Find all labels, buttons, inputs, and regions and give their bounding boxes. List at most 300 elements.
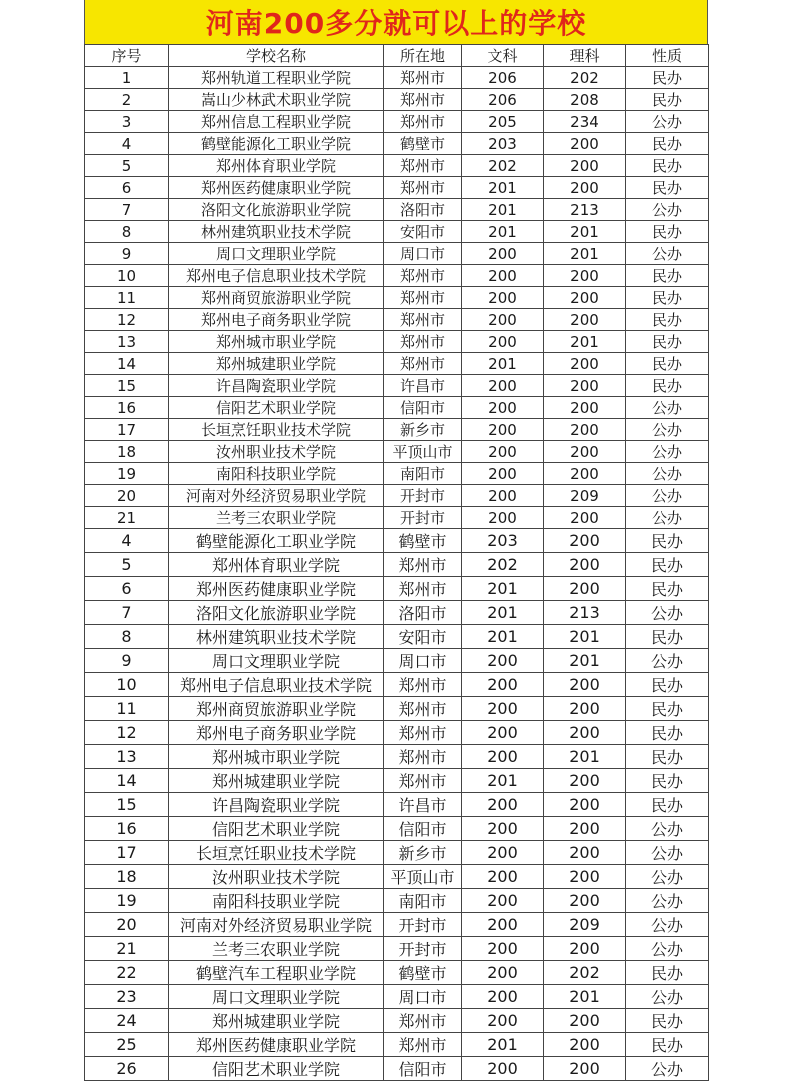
table-row xyxy=(85,1033,709,1057)
header-row xyxy=(85,45,709,67)
cell-type: 民办 xyxy=(626,721,709,745)
cell-school-name: 河南对外经济贸易职业学院 xyxy=(169,913,384,937)
cell-school-name: 南阳科技职业学院 xyxy=(169,463,384,485)
cell-science-score: 200 xyxy=(544,1057,626,1081)
cell-type: 公办 xyxy=(626,889,709,913)
cell-location: 郑州市 xyxy=(384,309,462,331)
cell-type: 公办 xyxy=(626,601,709,625)
cell-arts-score: 201 xyxy=(462,577,544,601)
cell-type: 公办 xyxy=(626,111,709,133)
cell-arts-score: 200 xyxy=(462,1057,544,1081)
cell-location: 安阳市 xyxy=(384,625,462,649)
cell-arts-score: 200 xyxy=(462,441,544,463)
table-row xyxy=(85,673,709,697)
table-row xyxy=(85,889,709,913)
cell-science-score: 200 xyxy=(544,419,626,441)
cell-type: 民办 xyxy=(626,529,709,553)
cell-index: 23 xyxy=(85,985,169,1009)
cell-school-name: 信阳艺术职业学院 xyxy=(169,397,384,419)
cell-school-name: 郑州城市职业学院 xyxy=(169,331,384,353)
cell-location: 郑州市 xyxy=(384,553,462,577)
cell-arts-score: 200 xyxy=(462,913,544,937)
cell-location: 郑州市 xyxy=(384,67,462,89)
cell-index: 1 xyxy=(85,67,169,89)
cell-arts-score: 200 xyxy=(462,243,544,265)
cell-type: 公办 xyxy=(626,199,709,221)
school-table xyxy=(84,44,709,1081)
page-title: 河南200多分就可以上的学校 xyxy=(205,7,587,40)
cell-science-score: 209 xyxy=(544,913,626,937)
cell-science-score: 201 xyxy=(544,243,626,265)
table-row xyxy=(85,793,709,817)
cell-index: 24 xyxy=(85,1009,169,1033)
cell-location: 南阳市 xyxy=(384,889,462,913)
cell-location: 信阳市 xyxy=(384,1057,462,1081)
cell-arts-score: 205 xyxy=(462,111,544,133)
cell-index: 17 xyxy=(85,841,169,865)
table-row xyxy=(85,721,709,745)
table-row xyxy=(85,419,709,441)
cell-location: 郑州市 xyxy=(384,1009,462,1033)
cell-location: 平顶山市 xyxy=(384,865,462,889)
cell-science-score: 200 xyxy=(544,1033,626,1057)
cell-science-score: 201 xyxy=(544,221,626,243)
cell-type: 公办 xyxy=(626,463,709,485)
cell-type: 公办 xyxy=(626,507,709,529)
table-row xyxy=(85,769,709,793)
cell-arts-score: 200 xyxy=(462,841,544,865)
table-body xyxy=(85,67,709,1081)
table-row xyxy=(85,199,709,221)
cell-arts-score: 200 xyxy=(462,397,544,419)
cell-school-name: 郑州商贸旅游职业学院 xyxy=(169,697,384,721)
table-row xyxy=(85,177,709,199)
cell-science-score: 200 xyxy=(544,817,626,841)
cell-location: 周口市 xyxy=(384,649,462,673)
table-row xyxy=(85,243,709,265)
table-row xyxy=(85,309,709,331)
cell-arts-score: 200 xyxy=(462,463,544,485)
cell-science-score: 200 xyxy=(544,441,626,463)
cell-index: 19 xyxy=(85,463,169,485)
cell-school-name: 兰考三农职业学院 xyxy=(169,507,384,529)
table-row xyxy=(85,89,709,111)
cell-index: 20 xyxy=(85,485,169,507)
cell-school-name: 郑州电子信息职业技术学院 xyxy=(169,265,384,287)
cell-type: 民办 xyxy=(626,961,709,985)
cell-index: 7 xyxy=(85,601,169,625)
cell-science-score: 201 xyxy=(544,985,626,1009)
cell-arts-score: 200 xyxy=(462,419,544,441)
header-school-name: 学校名称 xyxy=(169,45,384,67)
cell-school-name: 许昌陶瓷职业学院 xyxy=(169,375,384,397)
cell-arts-score: 200 xyxy=(462,309,544,331)
cell-index: 10 xyxy=(85,265,169,287)
table-row xyxy=(85,485,709,507)
cell-arts-score: 201 xyxy=(462,177,544,199)
cell-arts-score: 200 xyxy=(462,485,544,507)
cell-school-name: 长垣烹饪职业技术学院 xyxy=(169,841,384,865)
cell-science-score: 200 xyxy=(544,577,626,601)
cell-science-score: 201 xyxy=(544,331,626,353)
cell-arts-score: 200 xyxy=(462,745,544,769)
cell-index: 15 xyxy=(85,375,169,397)
cell-science-score: 202 xyxy=(544,67,626,89)
table-row xyxy=(85,865,709,889)
cell-school-name: 汝州职业技术学院 xyxy=(169,441,384,463)
cell-location: 周口市 xyxy=(384,985,462,1009)
cell-science-score: 213 xyxy=(544,199,626,221)
cell-location: 鹤壁市 xyxy=(384,133,462,155)
cell-type: 公办 xyxy=(626,485,709,507)
cell-location: 郑州市 xyxy=(384,89,462,111)
cell-location: 郑州市 xyxy=(384,577,462,601)
cell-arts-score: 200 xyxy=(462,649,544,673)
cell-school-name: 长垣烹饪职业技术学院 xyxy=(169,419,384,441)
cell-school-name: 兰考三农职业学院 xyxy=(169,937,384,961)
table-row xyxy=(85,601,709,625)
cell-index: 26 xyxy=(85,1057,169,1081)
cell-science-score: 200 xyxy=(544,841,626,865)
cell-type: 公办 xyxy=(626,985,709,1009)
cell-arts-score: 202 xyxy=(462,553,544,577)
cell-science-score: 201 xyxy=(544,625,626,649)
cell-type: 公办 xyxy=(626,243,709,265)
cell-type: 民办 xyxy=(626,155,709,177)
cell-science-score: 213 xyxy=(544,601,626,625)
cell-location: 郑州市 xyxy=(384,1033,462,1057)
table-row xyxy=(85,375,709,397)
cell-type: 公办 xyxy=(626,649,709,673)
cell-index: 18 xyxy=(85,865,169,889)
cell-arts-score: 200 xyxy=(462,817,544,841)
cell-type: 民办 xyxy=(626,133,709,155)
table-row xyxy=(85,221,709,243)
cell-index: 16 xyxy=(85,397,169,419)
cell-index: 16 xyxy=(85,817,169,841)
cell-school-name: 洛阳文化旅游职业学院 xyxy=(169,199,384,221)
cell-arts-score: 200 xyxy=(462,721,544,745)
cell-location: 许昌市 xyxy=(384,375,462,397)
cell-type: 公办 xyxy=(626,397,709,419)
header-index: 序号 xyxy=(85,45,169,67)
cell-arts-score: 201 xyxy=(462,601,544,625)
cell-science-score: 200 xyxy=(544,375,626,397)
cell-location: 郑州市 xyxy=(384,111,462,133)
cell-school-name: 郑州电子商务职业学院 xyxy=(169,721,384,745)
cell-index: 19 xyxy=(85,889,169,913)
cell-school-name: 鹤壁能源化工职业学院 xyxy=(169,529,384,553)
cell-type: 民办 xyxy=(626,1009,709,1033)
school-list-sheet xyxy=(84,0,708,1081)
cell-index: 17 xyxy=(85,419,169,441)
cell-type: 民办 xyxy=(626,793,709,817)
table-row xyxy=(85,441,709,463)
cell-school-name: 南阳科技职业学院 xyxy=(169,889,384,913)
cell-school-name: 周口文理职业学院 xyxy=(169,985,384,1009)
cell-type: 公办 xyxy=(626,419,709,441)
cell-type: 民办 xyxy=(626,745,709,769)
title-banner xyxy=(84,0,708,44)
cell-location: 许昌市 xyxy=(384,793,462,817)
cell-science-score: 200 xyxy=(544,397,626,419)
cell-location: 洛阳市 xyxy=(384,601,462,625)
cell-index: 12 xyxy=(85,309,169,331)
cell-type: 公办 xyxy=(626,913,709,937)
cell-index: 13 xyxy=(85,745,169,769)
cell-school-name: 许昌陶瓷职业学院 xyxy=(169,793,384,817)
cell-school-name: 周口文理职业学院 xyxy=(169,243,384,265)
cell-school-name: 嵩山少林武术职业学院 xyxy=(169,89,384,111)
table-row xyxy=(85,507,709,529)
cell-arts-score: 202 xyxy=(462,155,544,177)
cell-location: 开封市 xyxy=(384,913,462,937)
cell-index: 25 xyxy=(85,1033,169,1057)
cell-science-score: 200 xyxy=(544,865,626,889)
cell-type: 民办 xyxy=(626,353,709,375)
cell-type: 民办 xyxy=(626,375,709,397)
cell-science-score: 200 xyxy=(544,309,626,331)
cell-location: 新乡市 xyxy=(384,419,462,441)
table-row xyxy=(85,937,709,961)
cell-type: 公办 xyxy=(626,841,709,865)
cell-arts-score: 201 xyxy=(462,769,544,793)
cell-location: 郑州市 xyxy=(384,331,462,353)
cell-school-name: 河南对外经济贸易职业学院 xyxy=(169,485,384,507)
cell-type: 民办 xyxy=(626,673,709,697)
cell-index: 11 xyxy=(85,287,169,309)
cell-arts-score: 200 xyxy=(462,265,544,287)
cell-science-score: 200 xyxy=(544,529,626,553)
cell-location: 郑州市 xyxy=(384,155,462,177)
cell-arts-score: 206 xyxy=(462,89,544,111)
cell-school-name: 郑州医药健康职业学院 xyxy=(169,177,384,199)
cell-type: 民办 xyxy=(626,553,709,577)
cell-school-name: 周口文理职业学院 xyxy=(169,649,384,673)
cell-location: 鹤壁市 xyxy=(384,529,462,553)
cell-location: 信阳市 xyxy=(384,817,462,841)
header-location: 所在地 xyxy=(384,45,462,67)
cell-location: 信阳市 xyxy=(384,397,462,419)
cell-arts-score: 203 xyxy=(462,133,544,155)
cell-arts-score: 200 xyxy=(462,937,544,961)
table-row xyxy=(85,1009,709,1033)
cell-science-score: 201 xyxy=(544,745,626,769)
cell-arts-score: 201 xyxy=(462,221,544,243)
cell-science-score: 200 xyxy=(544,177,626,199)
cell-location: 鹤壁市 xyxy=(384,961,462,985)
table-row xyxy=(85,841,709,865)
table-row xyxy=(85,463,709,485)
table-row xyxy=(85,111,709,133)
table-row xyxy=(85,265,709,287)
table-row xyxy=(85,1057,709,1081)
cell-index: 9 xyxy=(85,649,169,673)
table-row xyxy=(85,287,709,309)
header-science-score: 理科 xyxy=(544,45,626,67)
cell-type: 公办 xyxy=(626,1057,709,1081)
cell-index: 9 xyxy=(85,243,169,265)
cell-location: 郑州市 xyxy=(384,769,462,793)
table-row xyxy=(85,913,709,937)
cell-type: 民办 xyxy=(626,577,709,601)
table-row xyxy=(85,331,709,353)
cell-school-name: 郑州医药健康职业学院 xyxy=(169,1033,384,1057)
cell-index: 7 xyxy=(85,199,169,221)
cell-science-score: 200 xyxy=(544,155,626,177)
table-row xyxy=(85,625,709,649)
cell-type: 公办 xyxy=(626,441,709,463)
cell-index: 12 xyxy=(85,721,169,745)
cell-science-score: 209 xyxy=(544,485,626,507)
cell-index: 2 xyxy=(85,89,169,111)
cell-index: 13 xyxy=(85,331,169,353)
cell-arts-score: 201 xyxy=(462,199,544,221)
cell-type: 公办 xyxy=(626,817,709,841)
cell-science-score: 200 xyxy=(544,287,626,309)
cell-location: 郑州市 xyxy=(384,745,462,769)
table-row xyxy=(85,961,709,985)
cell-science-score: 200 xyxy=(544,697,626,721)
cell-arts-score: 200 xyxy=(462,697,544,721)
cell-science-score: 200 xyxy=(544,353,626,375)
cell-school-name: 鹤壁能源化工职业学院 xyxy=(169,133,384,155)
cell-school-name: 郑州城建职业学院 xyxy=(169,769,384,793)
cell-type: 公办 xyxy=(626,937,709,961)
cell-school-name: 林州建筑职业技术学院 xyxy=(169,625,384,649)
table-row xyxy=(85,697,709,721)
cell-science-score: 200 xyxy=(544,889,626,913)
cell-location: 开封市 xyxy=(384,485,462,507)
cell-arts-score: 200 xyxy=(462,961,544,985)
cell-school-name: 郑州城建职业学院 xyxy=(169,1009,384,1033)
cell-location: 郑州市 xyxy=(384,287,462,309)
cell-index: 4 xyxy=(85,529,169,553)
table-row xyxy=(85,133,709,155)
cell-science-score: 200 xyxy=(544,507,626,529)
cell-arts-score: 200 xyxy=(462,1009,544,1033)
cell-index: 15 xyxy=(85,793,169,817)
cell-type: 民办 xyxy=(626,625,709,649)
cell-school-name: 郑州轨道工程职业学院 xyxy=(169,67,384,89)
cell-type: 民办 xyxy=(626,331,709,353)
cell-arts-score: 200 xyxy=(462,985,544,1009)
table-row xyxy=(85,817,709,841)
cell-location: 郑州市 xyxy=(384,265,462,287)
table-row xyxy=(85,397,709,419)
header-type: 性质 xyxy=(626,45,709,67)
cell-index: 6 xyxy=(85,177,169,199)
table-row xyxy=(85,529,709,553)
cell-arts-score: 200 xyxy=(462,287,544,309)
cell-index: 22 xyxy=(85,961,169,985)
cell-arts-score: 200 xyxy=(462,375,544,397)
cell-school-name: 郑州商贸旅游职业学院 xyxy=(169,287,384,309)
table-row xyxy=(85,67,709,89)
cell-science-score: 200 xyxy=(544,553,626,577)
cell-school-name: 郑州体育职业学院 xyxy=(169,553,384,577)
cell-science-score: 234 xyxy=(544,111,626,133)
cell-index: 6 xyxy=(85,577,169,601)
cell-index: 21 xyxy=(85,937,169,961)
cell-index: 14 xyxy=(85,769,169,793)
cell-arts-score: 200 xyxy=(462,673,544,697)
cell-school-name: 郑州信息工程职业学院 xyxy=(169,111,384,133)
cell-type: 民办 xyxy=(626,697,709,721)
cell-location: 开封市 xyxy=(384,507,462,529)
cell-school-name: 郑州城市职业学院 xyxy=(169,745,384,769)
cell-arts-score: 203 xyxy=(462,529,544,553)
cell-science-score: 200 xyxy=(544,463,626,485)
cell-type: 民办 xyxy=(626,67,709,89)
cell-science-score: 200 xyxy=(544,721,626,745)
table-row xyxy=(85,745,709,769)
cell-type: 民办 xyxy=(626,309,709,331)
cell-science-score: 200 xyxy=(544,265,626,287)
cell-type: 民办 xyxy=(626,287,709,309)
cell-location: 开封市 xyxy=(384,937,462,961)
cell-arts-score: 201 xyxy=(462,353,544,375)
cell-science-score: 200 xyxy=(544,673,626,697)
cell-type: 公办 xyxy=(626,865,709,889)
cell-arts-score: 200 xyxy=(462,507,544,529)
table-row xyxy=(85,649,709,673)
cell-location: 郑州市 xyxy=(384,721,462,745)
table-row xyxy=(85,353,709,375)
cell-type: 民办 xyxy=(626,1033,709,1057)
cell-location: 平顶山市 xyxy=(384,441,462,463)
cell-arts-score: 206 xyxy=(462,67,544,89)
cell-location: 南阳市 xyxy=(384,463,462,485)
cell-arts-score: 200 xyxy=(462,865,544,889)
cell-index: 14 xyxy=(85,353,169,375)
cell-school-name: 林州建筑职业技术学院 xyxy=(169,221,384,243)
cell-index: 10 xyxy=(85,673,169,697)
cell-school-name: 郑州医药健康职业学院 xyxy=(169,577,384,601)
table-row xyxy=(85,155,709,177)
cell-science-score: 200 xyxy=(544,133,626,155)
table-row xyxy=(85,985,709,1009)
cell-arts-score: 200 xyxy=(462,331,544,353)
cell-location: 郑州市 xyxy=(384,177,462,199)
cell-school-name: 郑州电子商务职业学院 xyxy=(169,309,384,331)
cell-school-name: 郑州体育职业学院 xyxy=(169,155,384,177)
cell-science-score: 200 xyxy=(544,793,626,817)
cell-location: 新乡市 xyxy=(384,841,462,865)
header-arts-score: 文科 xyxy=(462,45,544,67)
cell-school-name: 洛阳文化旅游职业学院 xyxy=(169,601,384,625)
cell-arts-score: 201 xyxy=(462,625,544,649)
cell-arts-score: 200 xyxy=(462,889,544,913)
cell-index: 5 xyxy=(85,553,169,577)
cell-location: 洛阳市 xyxy=(384,199,462,221)
cell-arts-score: 200 xyxy=(462,793,544,817)
cell-location: 郑州市 xyxy=(384,697,462,721)
cell-school-name: 信阳艺术职业学院 xyxy=(169,817,384,841)
cell-location: 安阳市 xyxy=(384,221,462,243)
cell-type: 民办 xyxy=(626,265,709,287)
cell-index: 5 xyxy=(85,155,169,177)
cell-location: 郑州市 xyxy=(384,353,462,375)
cell-index: 8 xyxy=(85,221,169,243)
cell-science-score: 208 xyxy=(544,89,626,111)
cell-science-score: 200 xyxy=(544,769,626,793)
cell-index: 11 xyxy=(85,697,169,721)
cell-index: 21 xyxy=(85,507,169,529)
cell-type: 民办 xyxy=(626,177,709,199)
cell-school-name: 鹤壁汽车工程职业学院 xyxy=(169,961,384,985)
table-row xyxy=(85,577,709,601)
